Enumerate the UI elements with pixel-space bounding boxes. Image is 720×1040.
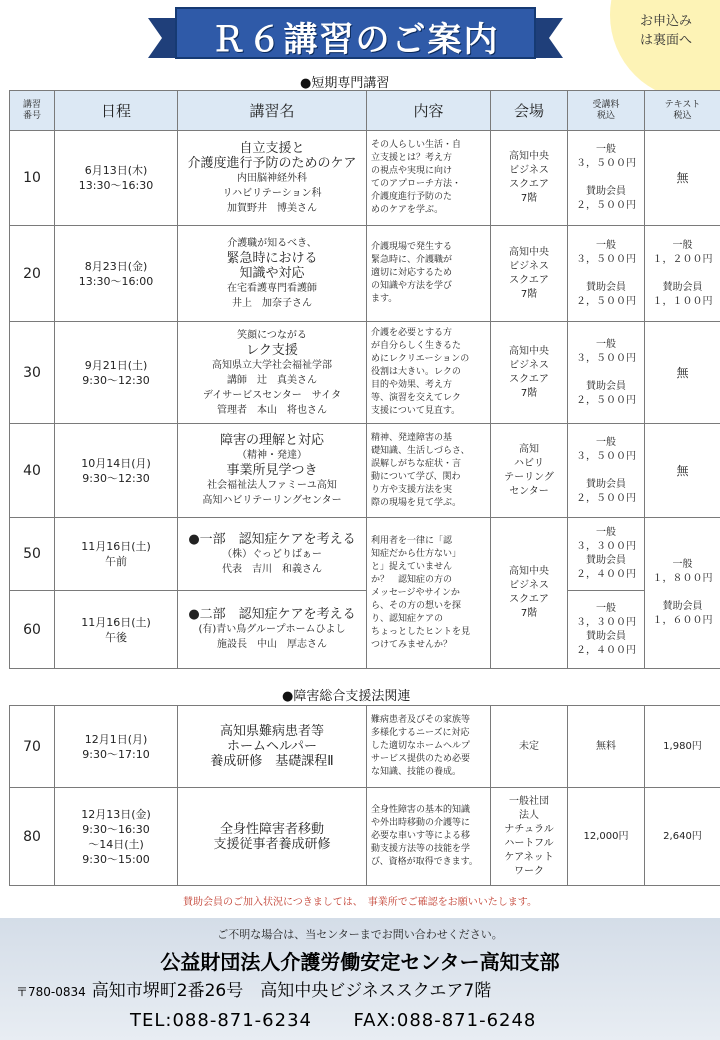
course-content-line: 緊急時に、介護職が [371,255,453,265]
course-textbook-fee [645,322,720,424]
course-name-line: 養成研修 基礎課程Ⅱ [210,754,334,769]
course-textbook-fee [645,424,720,518]
course-content-line: 利用者を一律に「認 [371,535,453,546]
course-name-line: 障害の理解と対応 [219,433,324,448]
footer-tel: TEL:088-871-6234 [130,1010,312,1031]
course-content-line: めにレクリエーションの [371,354,470,364]
course-venue [491,706,568,788]
course-content-line: 難病患者及びその家族等 [371,715,471,725]
course-name-line: 笑顔につながる [237,329,307,341]
course-content-line: か？ 認知症の方の [371,574,453,585]
table-row [10,788,720,886]
col-header-course-name: 講習名 [178,91,367,131]
course-venue-line: ビジネス [509,580,549,591]
course-content-line: 役割は大きい。レクの [371,367,461,377]
course-name-line: 高知県立大学社会福祉学部 [212,359,332,371]
course-venue-line: スクエア [509,594,549,605]
course-name-line: 支援従事者養成研修 [213,836,331,852]
course-venue [491,322,568,424]
course-date-line: 12月1日(月) [84,732,148,746]
course-name [178,706,367,788]
course-textbook-fee-line [645,267,720,281]
course-venue-line: ビジネス [509,165,549,176]
course-date-line: 11月16日(土) [81,540,151,553]
course-textbook-fee-line: 無 [676,171,689,185]
course-fee-line: 一般 [596,144,616,155]
course-name [178,518,367,591]
course-venue-line: 7階 [520,608,538,619]
course-venue-line: 7階 [520,387,538,399]
course-fee-line: 賛助会員 [586,380,626,392]
course-fee-line: ３，５００円 [576,158,636,169]
course-fee-line: ２，５００円 [576,394,636,406]
course-name-line: 井上 加奈子さん [232,298,312,309]
course-content [367,706,491,788]
course-name [178,591,367,669]
course-fee-line: ２，４００円 [576,644,636,656]
apply-line-1: お申込み [640,14,693,29]
course-content-line: 全身性障害の基本的知識 [371,805,471,815]
course-fee-line: 賛助会員 [586,630,626,642]
course-venue-line: ハビリ [514,457,544,469]
course-content [367,226,491,322]
course-fee-line: 一般 [596,338,616,350]
course-fee-line [568,267,644,281]
course-content-line: 動について学び、関わ [371,471,461,482]
course-venue [491,518,568,669]
course-name-line: 内田脳神経外科 [237,172,307,184]
footer-contact [130,1010,536,1031]
course-fee-line: 賛助会員 [586,555,626,566]
table-row [10,591,720,669]
course-content-line: ら、その方の想いを探 [371,600,462,611]
course-textbook-fee [645,518,720,669]
course-name-line: 施設長 中山 厚志さん [217,639,327,650]
course-date [55,706,178,788]
course-fee [568,706,645,788]
course-venue-line: 法人 [519,809,539,821]
course-venue-line: 一般社団 [509,795,549,807]
course-content-line: 立支援とは？考え方 [371,153,453,163]
course-venue-line: 7階 [520,193,538,204]
course-content-line: な知識、技能の養成。 [371,767,462,777]
course-name-line: ●二部 認知症ケアを考える [188,607,356,622]
course-textbook-fee-line: １，２００円 [652,253,713,265]
course-venue-line: 高知中央 [509,566,549,577]
course-fee-line [568,464,644,478]
course-table-disability [9,705,720,886]
course-fee [568,518,645,591]
col-header-textbook: テキスト 税込 [645,91,720,131]
course-name-line: レク支援 [246,342,298,358]
title-banner [148,6,563,68]
course-textbook-fee-line: １，８００円 [652,573,713,584]
course-name-line: ●一部 認知症ケアを考える [188,531,356,547]
course-venue-line: ハートフル [504,837,554,849]
course-content-line: その人らしい生活・自 [371,140,462,150]
footer [0,918,720,1040]
course-date [55,591,178,669]
course-name-line: ホームヘルパー [226,739,318,754]
course-fee-line: 賛助会員 [586,186,626,197]
course-textbook-fee-line: 2,640円 [663,830,702,842]
apply-note [640,12,718,50]
course-textbook-fee-line: １，１００円 [652,295,713,307]
course-fee-line: 一般 [596,436,616,448]
course-textbook-fee-line: 賛助会員 [662,281,703,293]
course-date-line: 9:30～17:10 [82,747,150,761]
course-name-line: 自立支援と [239,140,305,156]
course-date-line: 12月13日(金) [81,807,151,821]
course-textbook-fee-line: １，６００円 [652,615,713,626]
course-fee [568,591,645,669]
course-fee-line: ２，５００円 [576,295,636,307]
course-fee-line: 賛助会員 [586,478,626,490]
course-fee [568,226,645,322]
course-date-line: 8月23日(金) [84,259,148,273]
course-name [178,322,367,424]
course-content [367,518,491,669]
course-content-line: り、認知症ケアの [371,613,444,624]
course-date [55,131,178,226]
course-date [55,518,178,591]
section-title-short-courses: ●短期専門講習 [300,76,390,91]
course-fee [568,788,645,886]
course-content [367,424,491,518]
table-row [10,131,720,226]
course-content-line: 動支援方法等の技能を学 [371,844,471,854]
course-fee [568,131,645,226]
course-textbook-fee-line: 無 [676,365,689,380]
course-venue-line: ケアネット [504,851,554,863]
course-date [55,322,178,424]
course-content-line: ます。 [371,294,398,304]
member-note: 賛助会員のご加入状況につきましては、 事業所でご確認をお願いいたします。 [183,897,537,908]
course-content-line: の知識や方法を学び [371,281,453,291]
course-content-line: めのケアを学ぶ。 [371,205,444,215]
course-content-line: 際の現場を見て学ぶ。 [371,497,462,508]
course-name-line: 知識や対応 [239,266,305,281]
course-textbook-fee [645,226,720,322]
course-name-line: 社会福祉法人ファミーユ高知 [207,480,337,491]
course-venue-line: 7階 [520,288,538,300]
course-content-line: や外出時移動の介護等に [371,818,471,828]
course-content-line: 適切に対応するため [371,268,453,278]
course-date-line: 9:30～15:00 [82,852,150,866]
course-venue-line: 高知中央 [509,246,549,258]
course-textbook-fee [645,788,720,886]
course-date-line: 9月21日(土) [84,358,148,372]
course-name-line: 高知県難病患者等 [219,724,324,739]
course-fee-line: 無料 [596,740,616,752]
course-textbook-fee-line: 一般 [672,559,693,570]
course-venue-line: 未定 [519,740,539,752]
course-content-line: サービス提供のため必要 [371,754,471,764]
course-name-line: 在宅看護専門看護師 [227,283,317,294]
course-date-line: 10月14日(月) [81,456,151,470]
footer-street: 高知市堺町2番26号 高知中央ビジネススクエア7階 [91,981,492,1001]
footer-organization: 公益財団法人介護労働安定センター高知支部 [160,950,560,974]
course-venue-line: 高知 [519,443,539,455]
course-fee-line: 一般 [596,602,616,614]
course-venue [491,424,568,518]
section-title-disability-support: ●障害総合支援法関連 [282,689,411,704]
course-fee-line: ３，５００円 [576,352,636,364]
course-number: 50 [10,518,55,591]
footer-zip: 〒780-0834 [16,985,86,999]
course-textbook-fee-line [645,586,720,600]
course-venue-line: ワーク [514,865,544,877]
course-name-line: 全身性障害者移動 [219,821,324,837]
col-header-venue: 会場 [491,91,568,131]
course-date-line: 13:30～16:30 [78,179,154,192]
course-venue-line: ナチュラル [504,823,554,835]
course-fee-line: ３，３００円 [576,616,636,628]
course-content-line: び、資格が取得できます。 [371,857,478,867]
col-header-date: 日程 [55,91,178,131]
course-name-line: 代表 吉川 和義さん [222,563,322,575]
footer-address [16,976,491,1001]
course-name-line: （精神・発達） [237,450,307,461]
course-table-short [9,90,720,669]
course-number: 40 [10,424,55,518]
course-date-line: 午後 [105,630,127,644]
course-venue [491,131,568,226]
course-content-line: 介護を必要とする方 [371,328,453,338]
course-fee-line: ３，５００円 [576,450,636,462]
course-content-line: てのアプローチ方法・ [371,179,462,189]
page-title: Ｒ６講習のご案内 [211,20,500,60]
course-venue [491,788,568,886]
course-fee-line [568,171,644,185]
course-content-line: の視点や実現に向け [371,166,453,176]
course-content-line: 支援について見直す。 [371,406,461,416]
course-date-line: 9:30～16:30 [82,822,150,836]
table-row [10,518,720,591]
course-number: 10 [10,131,55,226]
apply-line-2: は裏面へ [640,33,693,48]
course-date-line: 午前 [105,555,127,568]
course-number: 80 [10,788,55,886]
course-name-line: 介護職が知るべき、 [227,238,317,249]
course-date-line: 9:30～12:30 [82,471,150,485]
course-date [55,424,178,518]
course-content-line: した適切なホームヘルプ [371,741,471,751]
course-name-line: （株）ぐっどりばぁー [222,548,322,560]
table-row [10,226,720,322]
course-venue-line: 高知中央 [509,151,549,162]
course-venue-line: 高知中央 [509,345,549,357]
course-textbook-fee-line: 賛助会員 [662,601,703,612]
course-content-line: り方や支援方法を実 [371,484,453,495]
course-content-line: 必要な車いす等による移 [371,831,471,841]
course-textbook-fee [645,131,720,226]
course-content-line: 礎知識、生活しづらさ、 [371,445,470,456]
table-row [10,424,720,518]
course-date [55,788,178,886]
course-date-line: ～14日(土) [88,837,144,851]
course-name-line: 管理者 本山 将也さん [217,404,327,416]
course-venue-line: センター [509,485,549,497]
course-name-line: 介護度進行予防のためのケア [187,155,357,171]
table-row [10,322,720,424]
course-venue-line: スクエア [509,373,549,385]
course-venue-line: ビジネス [509,359,549,371]
col-header-fee: 受講料 税込 [568,91,645,131]
course-content-line: メッセージやサインか [371,587,460,598]
course-fee-line: ２，４００円 [576,569,636,580]
table-header-row [10,91,720,131]
course-fee-line: ３，３００円 [576,541,636,552]
course-fee-line: ２，５００円 [576,200,636,211]
course-venue-line: ビジネス [509,260,549,272]
course-number: 60 [10,591,55,669]
course-name [178,424,367,518]
course-content-line: 知症だから仕方ない」 [371,548,462,559]
footer-inquiry-text: ご不明な場合は、当センターまでお問い合わせください。 [217,928,503,941]
footer-fax: FAX:088-871-6248 [353,1010,537,1031]
table-row [10,706,720,788]
course-fee [568,322,645,424]
course-content-line: つけてみませんか？ [371,639,453,650]
course-number: 20 [10,226,55,322]
course-content-line: 目的や効果、考え方 [371,380,453,390]
course-content-line: 精神、発達障害の基 [371,432,453,443]
course-fee [568,424,645,518]
course-textbook-fee-line: 無 [676,463,689,478]
course-content-line: 多様化するニーズに対応 [371,728,470,738]
course-fee-line [568,366,644,380]
course-textbook-fee-line: 一般 [672,239,693,251]
course-date-line: 9:30～12:30 [82,373,150,387]
course-content [367,131,491,226]
course-number: 70 [10,706,55,788]
course-name [178,788,367,886]
course-name-line: デイサービスセンター サイタ [202,389,342,401]
course-venue [491,226,568,322]
course-textbook-fee-line: 1,980円 [663,740,702,752]
course-fee-line: 12,000円 [583,830,629,842]
course-textbook-fee [645,706,720,788]
course-name [178,131,367,226]
course-content-line: が自分らしく生きるた [371,341,462,351]
course-name-line: (有)青い鳥グループホームひよし [198,624,346,635]
course-content-line: 介護度進行予防のた [371,192,453,202]
course-date-line: 13:30～16:00 [78,274,154,288]
course-fee-line: 賛助会員 [586,281,626,293]
course-content-line: 等、演習を交えてレク [371,393,461,403]
course-number: 30 [10,322,55,424]
course-content-line: ちょっとしたヒントを見 [371,626,471,637]
course-date-line: 11月16日(土) [81,615,151,629]
course-content-line: と」捉えていません [371,561,453,572]
course-name-line: リハビリテーション科 [222,187,322,199]
course-date-line: 6月13日(木) [84,164,148,177]
course-fee-line: ２，５００円 [576,492,636,504]
course-date [55,226,178,322]
course-name-line: 加賀野井 博美さん [227,202,317,214]
course-content [367,788,491,886]
course-name-line: 高知ハビリテーリングセンター [202,495,342,506]
col-header-content: 内容 [367,91,491,131]
course-venue-line: テーリング [504,471,554,483]
course-venue-line: スクエア [509,179,549,190]
course-fee-line: ３，５００円 [576,253,636,265]
course-fee-line: 一般 [596,527,616,538]
course-fee-line: 一般 [596,239,616,251]
course-name-line: 事業所見学つき [226,463,318,478]
course-content-line: 誤解しがちな症状・言 [371,458,462,469]
course-name-line: 緊急時における [226,251,318,266]
course-name [178,226,367,322]
course-venue-line: スクエア [509,274,549,286]
course-content-line: 介護現場で発生する [371,242,453,252]
course-content [367,322,491,424]
col-header-number: 講習 番号 [10,91,55,131]
course-name-line: 講師 辻 真美さん [227,374,317,386]
